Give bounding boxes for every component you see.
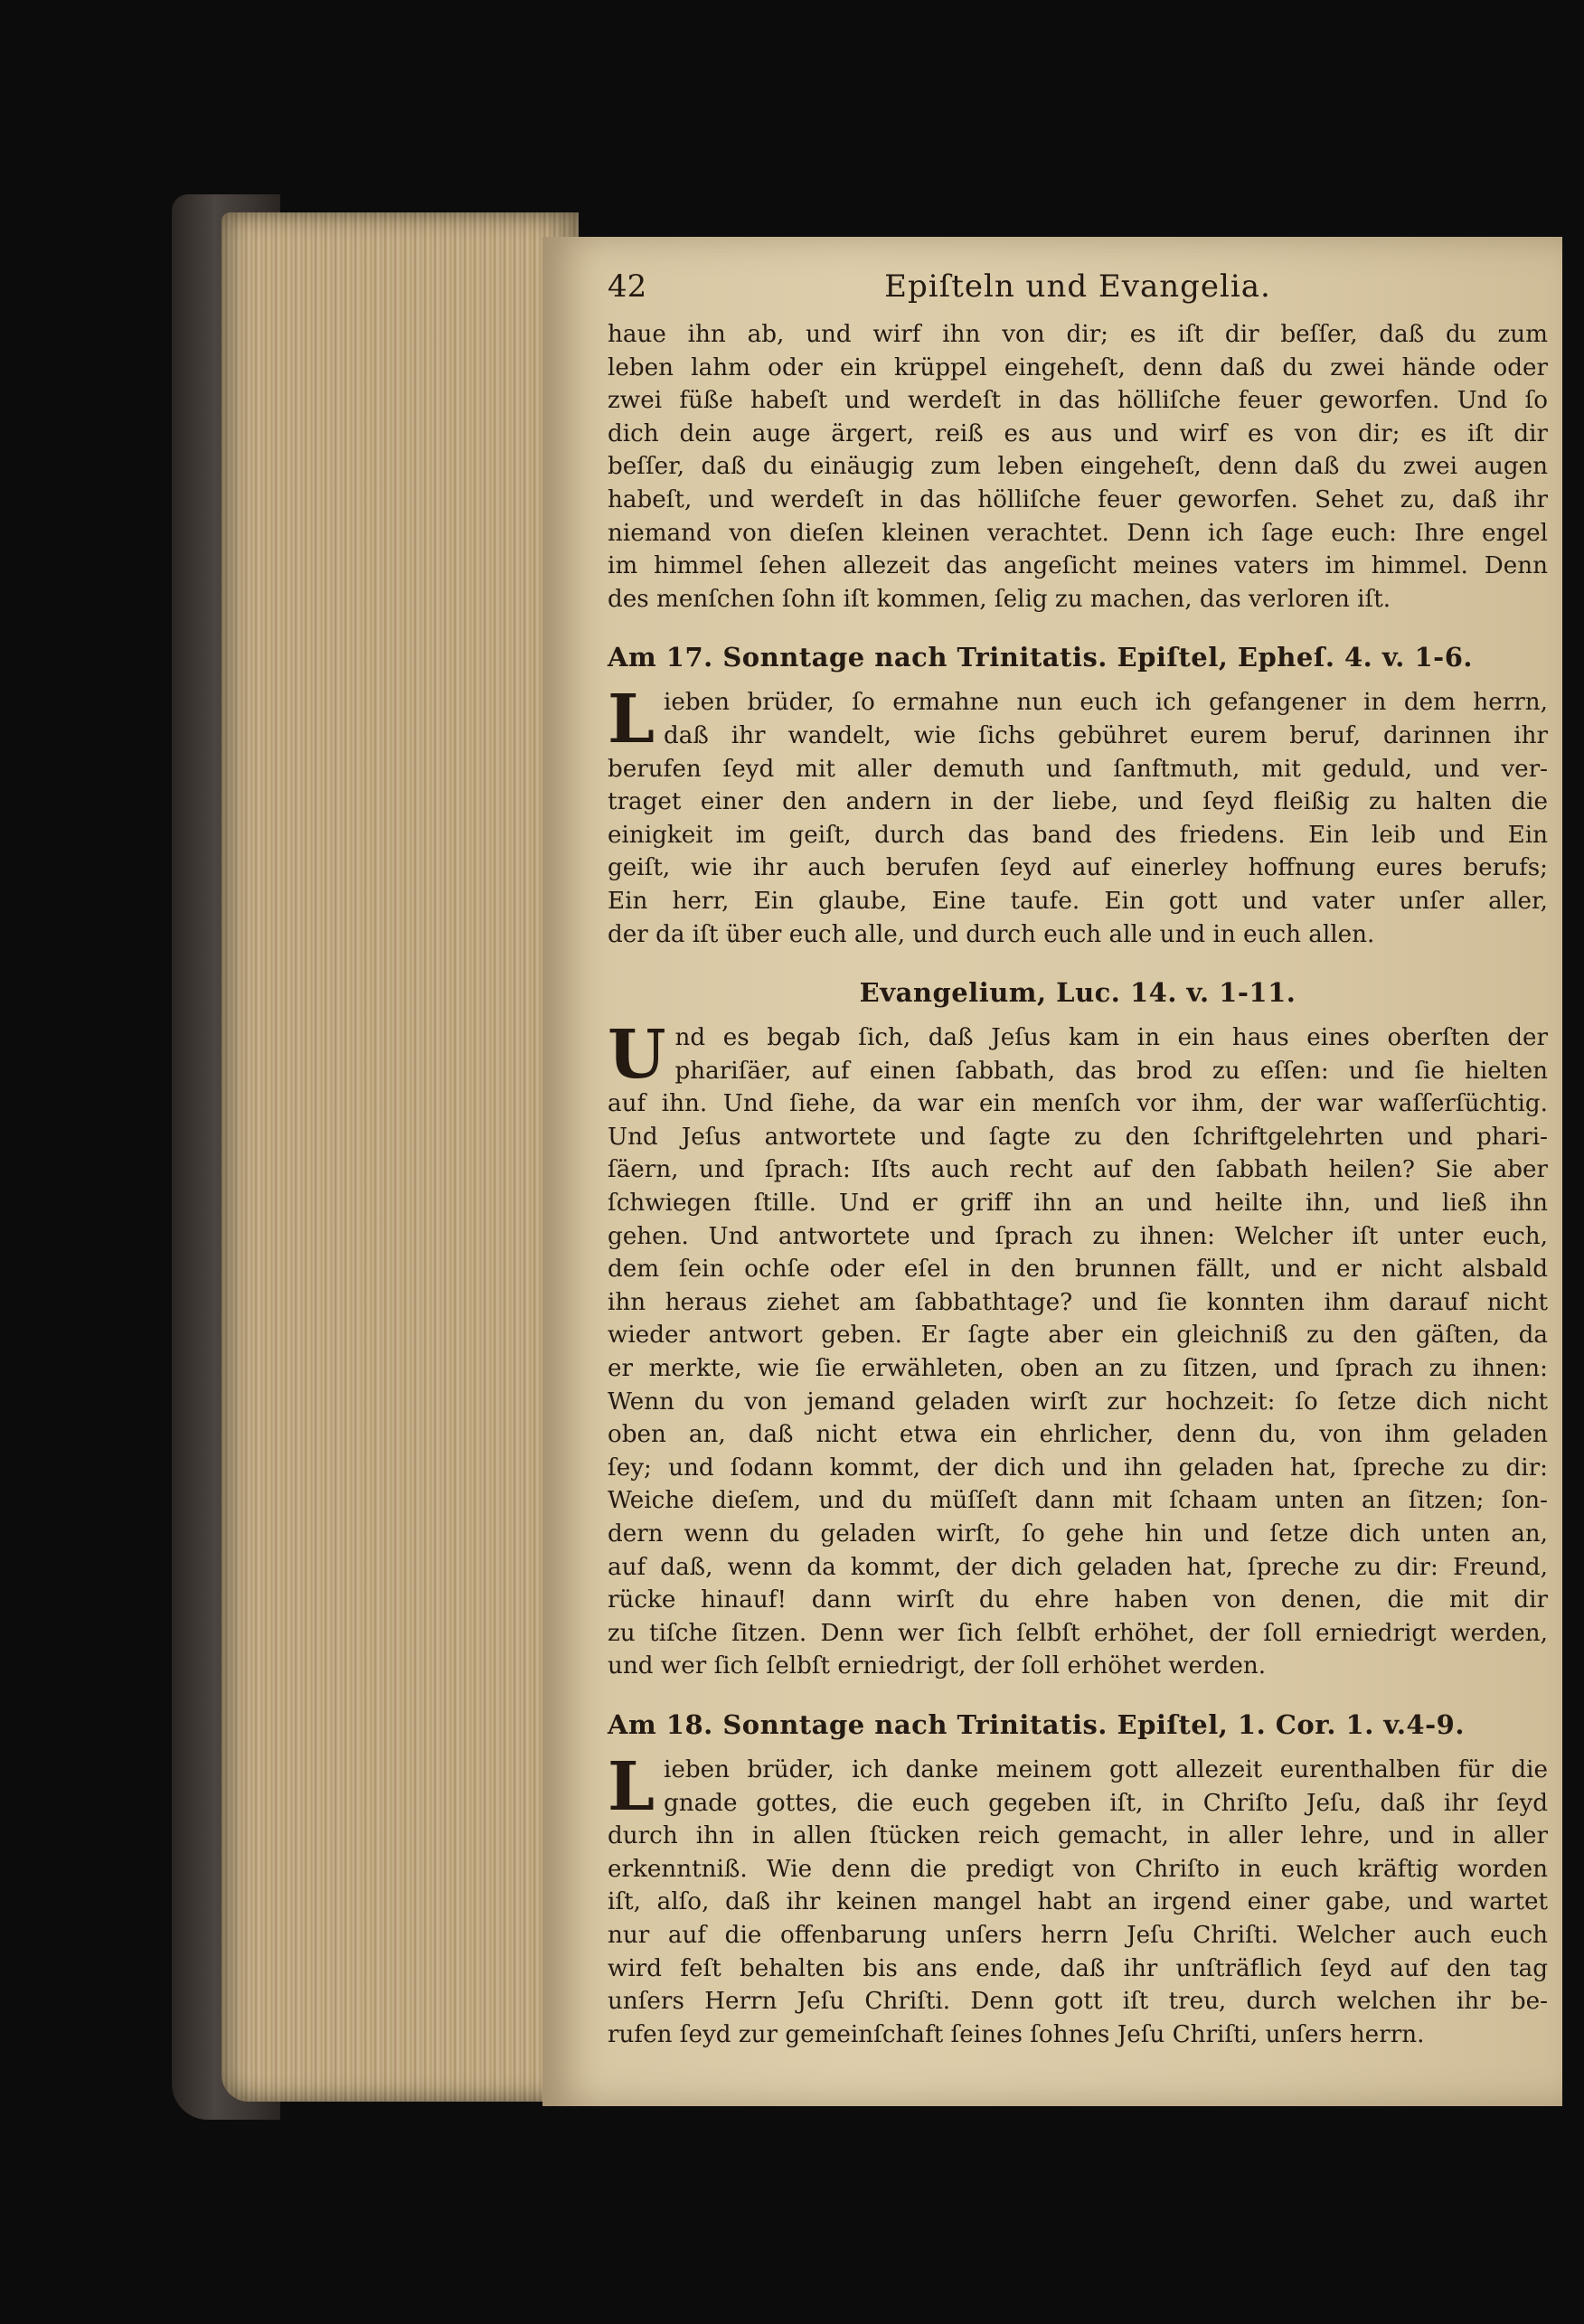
- text-line: Ein herr, Ein glaube, Eine taufe. Ein gott und vater unſer aller,: [608, 887, 1548, 915]
- text-line: ieben brüder, ich danke meinem gott allezeit eurenthalben für die: [664, 1755, 1548, 1783]
- text-line: rufen ſeyd zur gemeinſchaft ſeines ſohnes Jeſu Chriſti, unſers herrn.: [608, 2020, 1425, 2048]
- text-line: gehen. Und antwortete und ſprach zu ihnen: Welcher iſt unter euch,: [608, 1222, 1548, 1250]
- text-line: oben an, daß nicht etwa ein ehrlicher, denn du, von ihm geladen: [608, 1421, 1548, 1449]
- text-line: ſchwiegen ſtille. Und er griff ihn an und heilte ihn, und ließ ihn: [608, 1190, 1548, 1218]
- text-block: [608, 255, 1548, 2051]
- text-line: der da iſt über euch alle, und durch euch alle und in euch allen.: [608, 920, 1375, 948]
- text-line: gnade gottes, die euch gegeben iſt, in Chriſto Jeſu, daß ihr ſeyd: [664, 1789, 1548, 1817]
- text-line: erkenntniß. Wie denn die predigt von Chriſto in euch kräftig worden: [608, 1855, 1548, 1883]
- text-line: berufen ſeyd mit aller demuth und ſanftmuth, mit geduld, und ver-: [608, 755, 1548, 783]
- text-line: ihn heraus ziehet am ſabbathtage? und ſie konnten ihm darauf nicht: [608, 1288, 1548, 1316]
- text-line: zu tiſche ſitzen. Denn wer ſich ſelbſt erhöhet, der ſoll erniedrigt werden,: [608, 1619, 1548, 1647]
- page-number: 42: [608, 268, 647, 305]
- page-edges: [222, 212, 579, 2102]
- section-heading-epistle-17: Am 17. Sonntage nach Trinitatis. Epiſtel, Epheſ. 4. v. 1-6.: [608, 642, 1473, 673]
- text-line: durch ihn in allen ſtücken reich gemacht, in aller lehre, und in aller: [608, 1822, 1548, 1850]
- text-line: nd es begab ſich, daß Jeſus kam in ein haus eines oberſten der: [674, 1024, 1548, 1052]
- text-line: dern wenn du geladen wirſt, ſo gehe hin und ſetze dich unten an,: [608, 1520, 1548, 1548]
- text-line: er merkte, wie ſie erwähleten, oben an zu ſitzen, und ſprach zu ihnen:: [608, 1355, 1548, 1383]
- text-line: Weiche dieſem, und du müſſeſt dann mit ſchaam unten an ſitzen; ſon-: [608, 1487, 1548, 1515]
- book-page: [542, 237, 1562, 2106]
- text-line: dem ſein ochſe oder eſel in den brunnen fällt, und er nicht alsbald: [608, 1256, 1548, 1284]
- text-line: haue ihn ab, und wirf ihn von dir; es iſt dir beſſer, daß du zum: [608, 321, 1548, 348]
- text-line: phariſäer, auf einen ſabbath, das brod zu eſſen: und ſie hielten: [674, 1057, 1548, 1085]
- text-line: Und Jeſus antwortete und ſagte zu den ſchriftgelehrten und phari-: [608, 1123, 1548, 1151]
- drop-cap: U: [608, 1016, 666, 1095]
- text-line: ieben brüder, ſo ermahne nun euch ich gefangener in dem herrn,: [664, 689, 1548, 717]
- text-line: geiſt, wie ihr auch berufen ſeyd auf einerley hoffnung eures berufs;: [608, 854, 1548, 882]
- text-line: unſers Herrn Jeſu Chriſti. Denn gott iſt treu, durch welchen ihr be-: [608, 1988, 1548, 2016]
- text-line: habeſt, und werdeſt in das hölliſche feuer geworfen. Sehet zu, daß ihr: [608, 485, 1548, 513]
- text-line: einigkeit im geiſt, durch das band des friedens. Ein leib und Ein: [608, 821, 1548, 849]
- text-line: beſſer, daß du einäugig zum leben eingeheſt, denn daß du zwei augen: [608, 453, 1548, 481]
- text-line: auf ihn. Und ſiehe, da war ein menſch vor ihm, der war waſſerſüchtig.: [608, 1090, 1548, 1118]
- text-line: im himmel ſehen allezeit das angeſicht meines vaters im himmel. Denn: [608, 552, 1548, 580]
- section-heading-epistle-18: Am 18. Sonntage nach Trinitatis. Epiſtel, 1. Cor. 1. v.4-9.: [608, 1708, 1465, 1740]
- text-line: iſt, alſo, daß ihr keinen mangel habt an irgend einer gabe, und wartet: [608, 1888, 1548, 1916]
- text-line: wieder antwort geben. Er ſagte aber ein gleichniß zu den gäſten, da: [608, 1322, 1548, 1350]
- epistle-17-paragraph: [608, 681, 1548, 951]
- text-line: daß ihr wandelt, wie ſichs gebühret eurem beruf, darinnen ihr: [664, 721, 1548, 749]
- text-line: und wer ſich ſelbſt erniedrigt, der ſoll erhöhet werden.: [608, 1652, 1267, 1680]
- text-line: nur auf die offenbarung unſers herrn Jeſu Chriſti. Welcher auch euch: [608, 1921, 1548, 1949]
- text-line: auf daß, wenn da kommt, der dich geladen hat, ſpreche zu dir: Freund,: [608, 1553, 1548, 1581]
- drop-cap: L: [608, 1747, 655, 1826]
- text-line: ſey; und ſodann kommt, der dich und ihn geladen hat, ſpreche zu dir:: [608, 1454, 1548, 1482]
- section-heading-gospel: Evangelium, Luc. 14. v. 1-11.: [859, 977, 1296, 1009]
- text-line: traget einer den andern in der liebe, und ſeyd fleißig zu halten die: [608, 788, 1548, 816]
- page-title: Epiſteln und Evangelia.: [884, 268, 1271, 305]
- drop-cap: L: [608, 681, 655, 759]
- intro-paragraph: [608, 318, 1548, 616]
- text-line: des menſchen ſohn iſt kommen, ſelig zu machen, das verloren iſt.: [608, 585, 1391, 613]
- text-line: rücke hinauf! dann wirſt du ehre haben von denen, die mit dir: [608, 1586, 1548, 1614]
- running-head: [608, 255, 1548, 318]
- epistle-18-paragraph: [608, 1747, 1548, 2051]
- text-line: Wenn du von jemand geladen wirſt zur hochzeit: ſo ſetze dich nicht: [608, 1388, 1548, 1416]
- gospel-paragraph: [608, 1016, 1548, 1683]
- text-line: ſäern, und ſprach: Iſts auch recht auf den ſabbath heilen? Sie aber: [608, 1156, 1548, 1184]
- text-line: zwei füße habeſt und werdeſt in das hölliſche feuer geworfen. Und ſo: [608, 387, 1548, 415]
- text-line: dich dein auge ärgert, reiß es aus und wirf es von dir; es iſt dir: [608, 419, 1548, 447]
- text-line: wird feſt behalten bis ans ende, daß ihr unſträflich ſeyd auf den tag: [608, 1954, 1548, 1982]
- text-line: leben lahm oder ein krüppel eingeheſt, denn daß du zwei hände oder: [608, 353, 1548, 381]
- text-line: niemand von dieſen kleinen verachtet. Denn ich ſage euch: Ihre engel: [608, 519, 1548, 547]
